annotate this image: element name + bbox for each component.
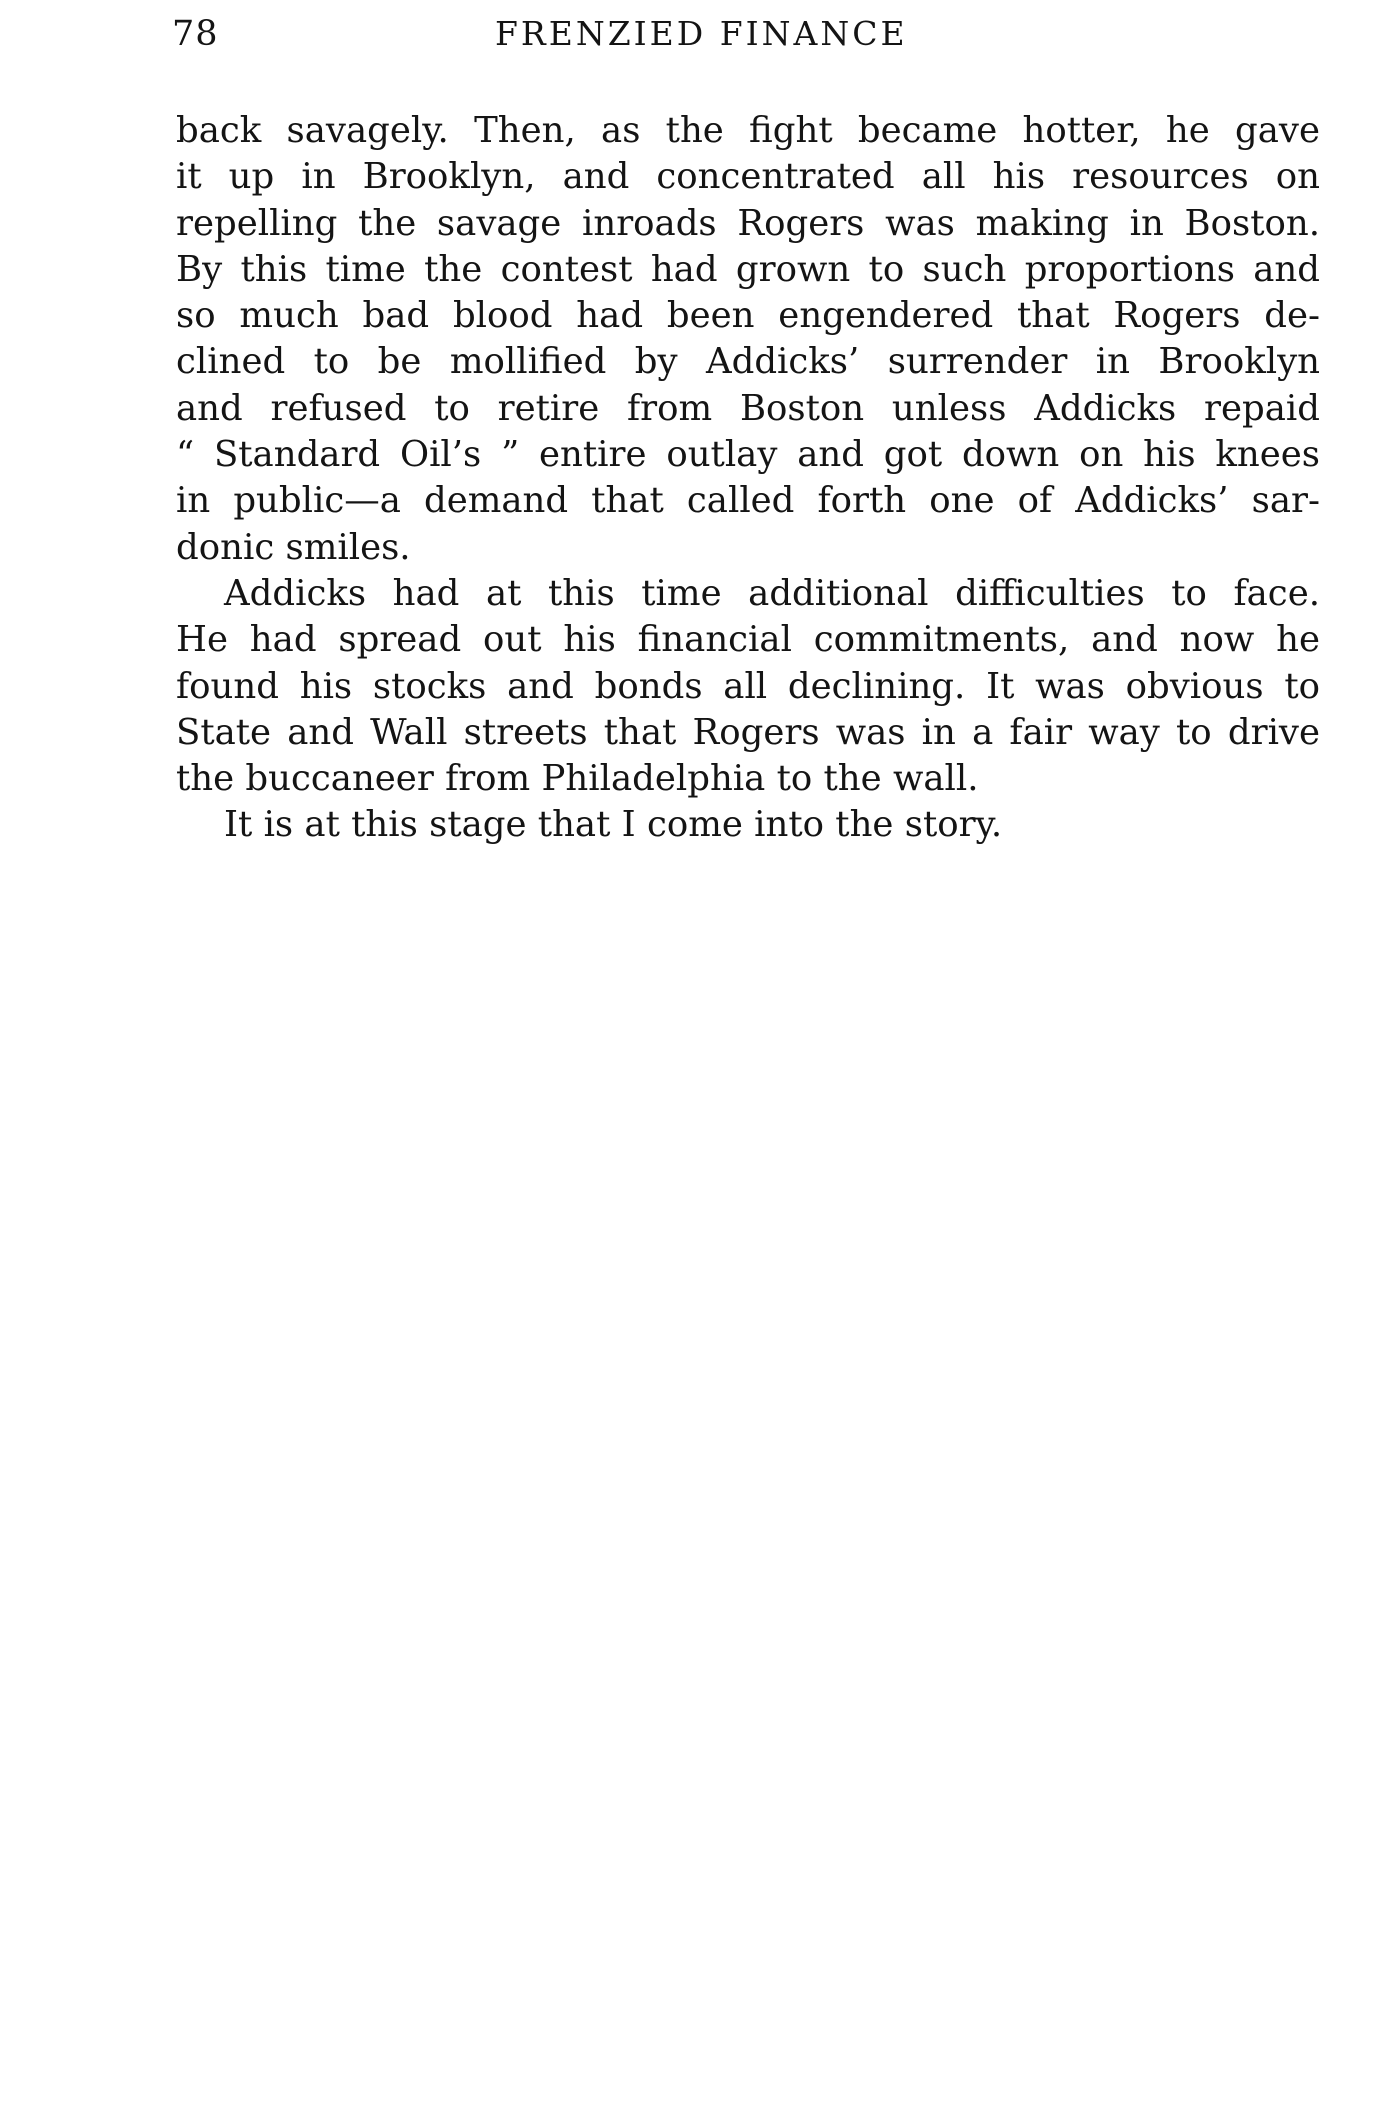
text-line: It is at this stage that I come into the story. <box>224 804 1003 846</box>
text-line: so much bad blood had been engendered that Rogers de- <box>176 295 1320 337</box>
text-line: the buccaneer from Philadelphia to the wall. <box>176 758 979 800</box>
paragraph-1 <box>176 108 1320 571</box>
page-number: 78 <box>172 14 219 54</box>
text-line: repelling the savage inroads Rogers was making in Boston. <box>176 202 1320 244</box>
text-line: back savagely. Then, as the fight became hotter, he gave <box>176 110 1320 151</box>
text-line: it up in Brooklyn, and concentrated all his resources on <box>176 156 1320 198</box>
body-text <box>176 108 1320 849</box>
text-line: Addicks had at this time additional difficulties to face. <box>224 572 1320 614</box>
text-line: donic smiles. <box>176 526 411 568</box>
text-line: clined to be mollified by Addicks’ surrender in Brooklyn <box>176 341 1320 383</box>
text-line: By this time the contest had grown to such proportions and <box>176 248 1320 290</box>
text-line: State and Wall streets that Rogers was in a fair way to drive <box>176 711 1320 753</box>
text-line: in public—a demand that called forth one of Addicks’ sar- <box>176 480 1320 522</box>
text-line: found his stocks and bonds all declining. It was obvious to <box>176 665 1320 707</box>
running-title: FRENZIED FINANCE <box>495 14 908 53</box>
text-line: and refused to retire from Boston unless Addicks repaid <box>176 387 1320 429</box>
text-line: He had spread out his financial commitments, and now he <box>176 619 1320 661</box>
paragraph-3 <box>176 802 1320 848</box>
paragraph-2 <box>176 571 1320 802</box>
text-line: “ Standard Oil’s ” entire outlay and got down on his knees <box>176 434 1320 476</box>
running-head <box>172 12 1320 62</box>
